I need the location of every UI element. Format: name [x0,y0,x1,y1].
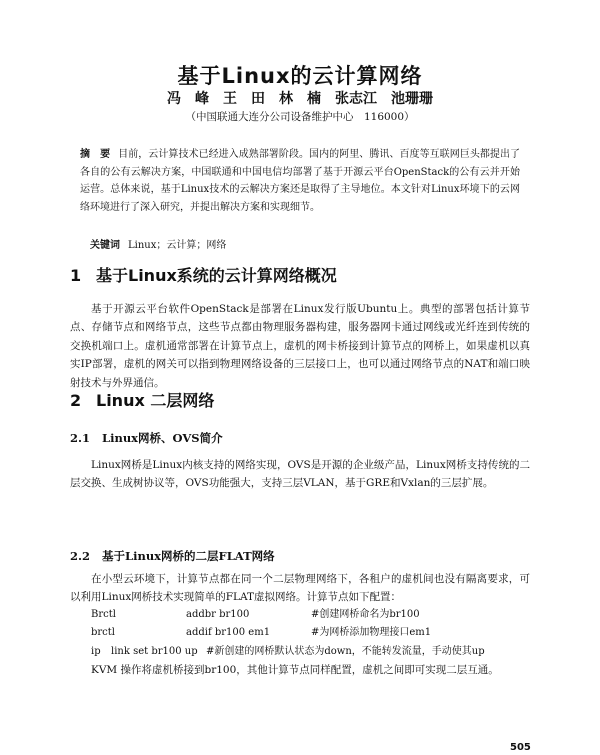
command-args: addbr br100 [186,609,250,620]
section-1-paragraph: 基于开源云平台软件OpenStack是部署在Linux发行版Ubuntu上。典型的部署包括计算节点、存储节点和网络节点，这些节点都由物理服务器构建，服务器网卡通过网线或光纤连到传统的交换机端口上。虚机通常部署在计算节点上，虚机的网卡桥接到计算节点的网桥上，如果虚机以真实IP部署，虚机的网关可以指到物理网络设备的三层接口上，也可以通过网络节点的NAT和端口映射技术与外界通信。 [70,303,530,389]
page-number: 505 [510,742,531,753]
command-row [91,643,531,661]
section-2-title: Linux 二层网络 [96,391,215,410]
section-2-2-number: 2.2 [70,549,91,563]
command-args: addif br100 em1 [186,627,271,639]
section-1-heading [70,263,337,286]
keywords-text: Linux；云计算；网络 [128,240,227,251]
section-2-heading [70,388,214,411]
command-name: Brctl [91,609,116,620]
paper-title: 基于Linux的云计算网络 [177,64,423,88]
section-2-2-paragraph: 在小型云环境下，计算节点都在同一个二层物理网络下，各租户的虚机间也没有隔离要求，可以利用Linux网桥技术实现简单的FLAT虚拟网络。计算节点如下配置： [70,573,530,604]
authors: 冯 峰 王 田 林 楠 张志江 池珊珊 [167,91,433,107]
keywords [90,236,520,251]
command-row [91,624,531,642]
section-2-number: 2 [70,391,82,410]
section-2-2-heading [70,548,275,564]
command-name: ip [91,645,101,657]
abstract-text: 目前，云计算技术已经进入成熟部署阶段。国内的阿里、腾讯、百度等互联网巨头都提出了各自的公有云解决方案，中国联通和中国电信均部署了基于开源云平台OpenStack的公有云并开始运营。总体来说，基于Linux技术的云解决方案还是取得了主导地位。本文针对Linux环境下的云网络环境进行了深入研究，并提出解决方案和实现细节。 [80,149,521,213]
command-comment: #创建网桥命名为br100 [311,609,420,620]
keywords-label: 关键词 [90,240,120,251]
section-2-2-title: 基于Linux网桥的二层FLAT网络 [102,549,275,563]
command-comment: #为网桥添加物理接口em1 [311,627,432,639]
closing-paragraph: KVM 操作将虚机桥接到br100，其他计算节点同样配置，虚机之间即可实现二层互通。 [91,664,499,676]
section-2-1-title: Linux网桥、OVS简介 [102,431,223,445]
section-2-1-heading [70,430,223,446]
command-row [91,606,531,624]
section-1-title: 基于Linux系统的云计算网络概况 [96,266,337,285]
abstract-label: 摘 要 [80,149,111,160]
section-2-1-number: 2.1 [70,431,91,445]
command-args: link set br100 up [111,645,198,657]
affiliation: （中国联通大连分公司设备维护中心 116000） [185,111,415,123]
section-2-1-paragraph: Linux网桥是Linux内核支持的网络实现，OVS是开源的企业级产品，Linux网桥支持传统的二层交换、生成树协议等，OVS功能强大，支持三层VLAN，基于GRE和Vxlan的三层扩展。 [70,459,530,490]
command-listing [91,606,531,661]
command-name: brctl [91,627,115,639]
command-comment: #新创建的网桥默认状态为down，不能转发流量，手动使其up [206,645,485,657]
section-1-number: 1 [70,266,82,285]
abstract [80,146,520,216]
